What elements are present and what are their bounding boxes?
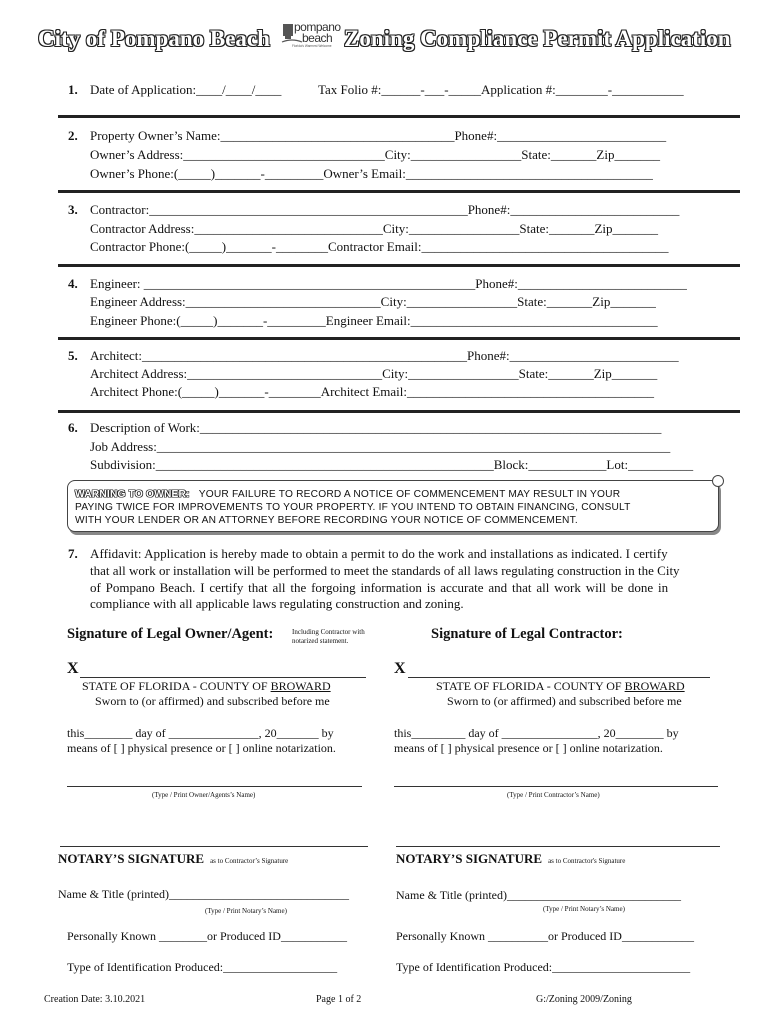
tax-folio-field[interactable]: Tax Folio #:______-___-_____Application #:________-___________ bbox=[318, 82, 684, 97]
architect-name-field[interactable]: Architect:__________________________________________________Phone#:__________________________ bbox=[90, 348, 679, 363]
contractor-print-name-label: (Type / Print Contractor’s Name) bbox=[507, 791, 600, 799]
contractor-phone-field[interactable]: Contractor Phone:(_____)_______-________Contractor Email:______________________________________ bbox=[90, 239, 669, 254]
engineer-address-field[interactable]: Engineer Address:______________________________City:_________________State:_______Zip_______ bbox=[90, 294, 656, 309]
affidavit-line-4: compliance with all applicable laws regulating construction and zoning. bbox=[90, 596, 464, 611]
owner-signature-x: X bbox=[67, 660, 79, 677]
warning-line-3: WITH YOUR LENDER OR AN ATTORNEY BEFORE RECORDING YOUR NOTICE OF COMMENCEMENT. bbox=[75, 515, 578, 526]
contractor-notary-label bbox=[396, 850, 625, 868]
warning-line-1: YOUR FAILURE TO RECORD A NOTICE OF COMMENCEMENT MAY RESULT IN YOUR bbox=[198, 489, 621, 500]
contractor-signature-heading: Signature of Legal Contractor: bbox=[431, 626, 623, 642]
city-logo bbox=[280, 20, 341, 50]
section-4-number: 4. bbox=[68, 276, 78, 291]
owner-this-day-field[interactable]: this________ day of _______________, 20_______ by bbox=[67, 726, 334, 740]
section-divider bbox=[58, 264, 740, 267]
owner-signature-heading: Signature of Legal Owner/Agent: bbox=[67, 626, 274, 642]
contractor-address-field[interactable]: Contractor Address:_____________________________City:_________________State:_______Zip_______ bbox=[90, 221, 659, 236]
owner-address-field[interactable]: Owner’s Address:_______________________________City:_________________State:_______Zip_______ bbox=[90, 147, 660, 162]
owner-signature-line[interactable] bbox=[80, 677, 366, 678]
contractor-personally-known-field[interactable]: Personally Known __________or Produced ID____________ bbox=[396, 929, 694, 943]
warning-curl-icon bbox=[712, 475, 724, 487]
contractor-notary-signature-line[interactable] bbox=[396, 846, 720, 847]
contractor-signature-x: X bbox=[394, 660, 406, 677]
contractor-sworn: Sworn to (or affirmed) and subscribed before me bbox=[447, 694, 682, 708]
affidavit-line-2: that all work or installation will be performed to meet the standards of all laws regulating construction in the City bbox=[90, 563, 680, 578]
section-3-number: 3. bbox=[68, 202, 78, 217]
section-divider bbox=[58, 410, 740, 413]
warning-text-line-1 bbox=[75, 489, 620, 500]
city-title: City of Pompano Beach bbox=[38, 26, 270, 51]
owner-print-name-label: (Type / Print Owner/Agents’s Name) bbox=[152, 791, 256, 799]
subdivision-field[interactable]: Subdivision:____________________________________________________Block:____________Lot:__________ bbox=[90, 457, 694, 472]
contractor-notary-heading: NOTARY’S SIGNATURE bbox=[396, 851, 543, 866]
architect-address-field[interactable]: Architect Address:______________________________City:_________________State:_______Zip_______ bbox=[90, 366, 658, 381]
engineer-phone-field[interactable]: Engineer Phone:(_____)_______-_________Engineer Email:______________________________________ bbox=[90, 313, 658, 328]
contractor-notary-print-label: (Type / Print Notary’s Name) bbox=[543, 905, 625, 913]
owner-print-name-line[interactable] bbox=[67, 786, 362, 787]
footer-file-path: G:/Zoning 2009/Zoning bbox=[536, 994, 632, 1005]
owner-signature-note-1: Including Contractor with bbox=[292, 628, 365, 636]
owner-notary-name-field[interactable]: Name & Title (printed)______________________________ bbox=[58, 887, 349, 901]
contractor-notary-note: as to Contractor's Signature bbox=[548, 857, 626, 865]
affidavit-line-3: of Pompano Beach. I certify that all the forgoing information is accurate and that all work will be done in bbox=[90, 580, 669, 595]
description-of-work-field[interactable]: Description of Work:_______________________________________________________________________ bbox=[90, 420, 662, 435]
logo-word-pompano: pompano bbox=[294, 20, 341, 34]
affidavit-line-1: Affidavit: Application is hereby made to obtain a permit to do the work and installations as indicated. I certify bbox=[90, 546, 668, 561]
logo-word-beach: beach bbox=[302, 31, 333, 45]
form-title: Zoning Compliance Permit Application bbox=[344, 26, 731, 51]
owner-name-field[interactable]: Property Owner’s Name:____________________________________Phone#:__________________________ bbox=[90, 128, 667, 143]
section-2-number: 2. bbox=[68, 128, 78, 143]
section-7-number: 7. bbox=[68, 546, 78, 561]
section-divider bbox=[58, 190, 740, 193]
owner-notary-print-label: (Type / Print Notary’s Name) bbox=[205, 907, 287, 915]
contractor-means-of-field[interactable]: means of [ ] physical presence or [ ] online notarization. bbox=[394, 741, 663, 755]
owner-id-type-field[interactable]: Type of Identification Produced:___________________ bbox=[67, 960, 338, 974]
contractor-id-type-field[interactable]: Type of Identification Produced:_______________________ bbox=[396, 960, 691, 974]
contractor-state-county bbox=[436, 679, 685, 694]
section-1-number: 1. bbox=[68, 82, 78, 97]
footer-page-number: Page 1 of 2 bbox=[316, 994, 362, 1005]
date-of-application-field[interactable]: Date of Application:____/____/____ bbox=[90, 82, 282, 97]
owner-sworn: Sworn to (or affirmed) and subscribed before me bbox=[95, 694, 330, 708]
contractor-print-name-line[interactable] bbox=[394, 786, 718, 787]
owner-signature-note-2: notarized statement. bbox=[292, 637, 349, 645]
engineer-name-field[interactable]: Engineer: ___________________________________________________Phone#:__________________________ bbox=[90, 276, 687, 291]
owner-county: BROWARD bbox=[270, 679, 331, 693]
owner-personally-known-field[interactable]: Personally Known ________or Produced ID___________ bbox=[67, 929, 347, 943]
section-6-number: 6. bbox=[68, 420, 78, 435]
warning-line-2: PAYING TWICE FOR IMPROVEMENTS TO YOUR PROPERTY. IF YOU INTEND TO OBTAIN FINANCING, CONSULT bbox=[75, 502, 631, 513]
owner-notary-label bbox=[58, 850, 288, 868]
owner-state-county bbox=[82, 679, 331, 694]
owner-means-of-field[interactable]: means of [ ] physical presence or [ ] online notarization. bbox=[67, 741, 336, 755]
footer-creation-date: Creation Date: 3.10.2021 bbox=[44, 994, 146, 1005]
owner-state-label: STATE OF FLORIDA - COUNTY OF bbox=[82, 679, 271, 693]
contractor-signature-line[interactable] bbox=[408, 677, 710, 678]
contractor-county: BROWARD bbox=[624, 679, 685, 693]
logo-tagline: Florida's Warmest Welcome bbox=[292, 44, 332, 48]
job-address-field[interactable]: Job Address:_______________________________________________________________________________ bbox=[90, 439, 671, 454]
section-5-number: 5. bbox=[68, 348, 78, 363]
section-divider bbox=[58, 115, 740, 118]
contractor-notary-name-field[interactable]: Name & Title (printed)_____________________________ bbox=[396, 888, 681, 902]
contractor-this-day-field[interactable]: this_________ day of ________________, 20________ by bbox=[394, 726, 679, 740]
section-divider bbox=[58, 337, 740, 340]
warning-title: WARNING TO OWNER: bbox=[75, 489, 190, 500]
owner-notary-signature-line[interactable] bbox=[60, 846, 368, 847]
owner-notary-note: as to Contractor’s Signature bbox=[210, 857, 289, 865]
architect-phone-field[interactable]: Architect Phone:(_____)_______-________Architect Email:______________________________________ bbox=[90, 384, 654, 399]
owner-phone-field[interactable]: Owner’s Phone:(_____)_______-_________Owner’s Email:______________________________________ bbox=[90, 166, 653, 181]
contractor-state-label: STATE OF FLORIDA - COUNTY OF bbox=[436, 679, 625, 693]
owner-notary-heading: NOTARY’S SIGNATURE bbox=[58, 851, 205, 866]
contractor-name-field[interactable]: Contractor:_________________________________________________Phone#:__________________________ bbox=[90, 202, 680, 217]
